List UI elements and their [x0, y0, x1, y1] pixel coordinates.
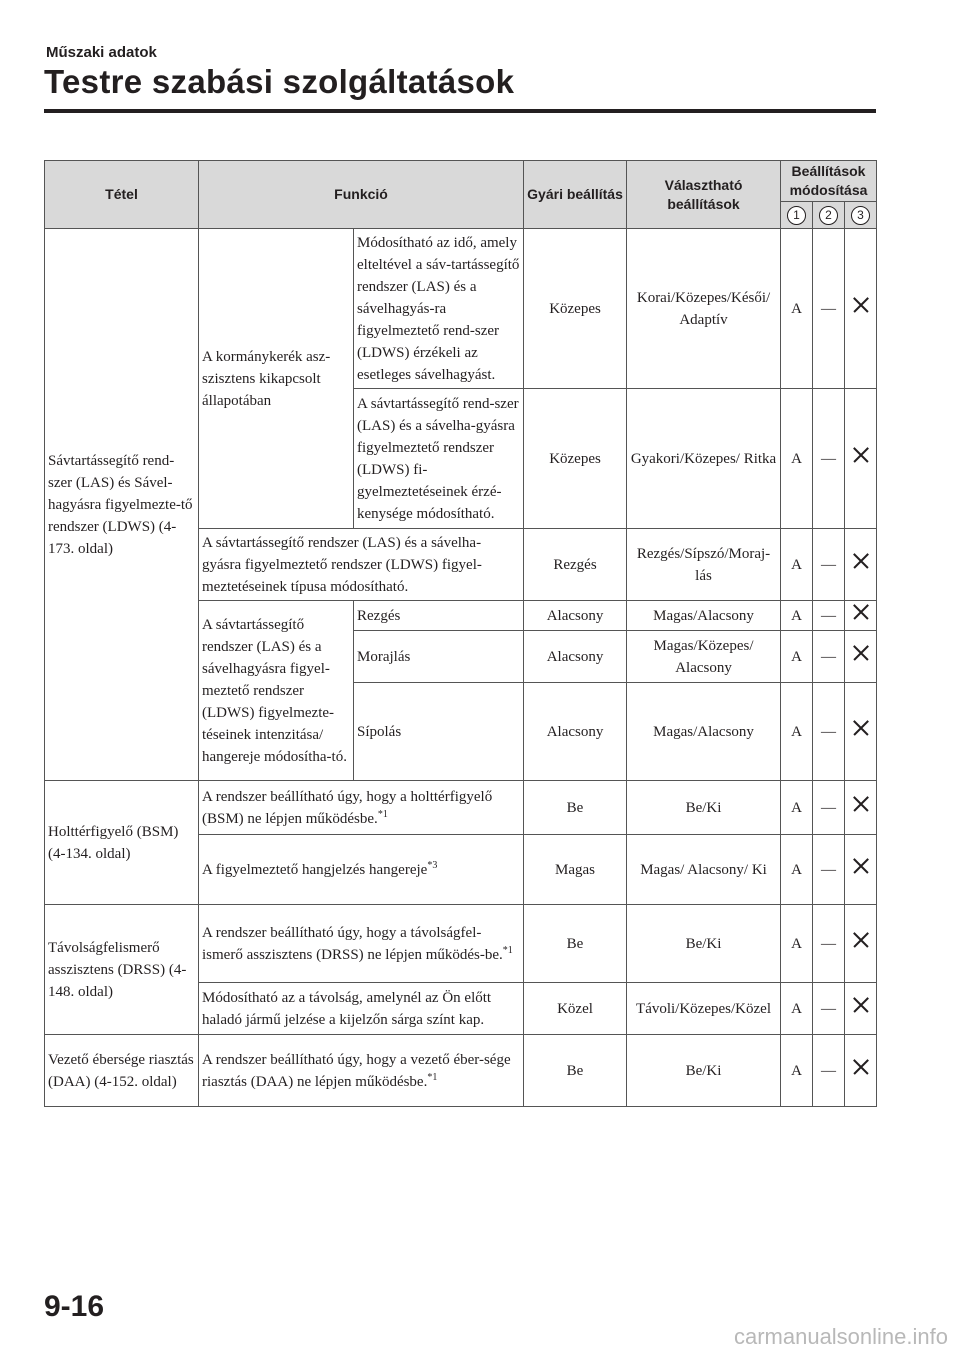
method-3-cell — [845, 683, 877, 781]
header-selectable: Választható beállítások — [627, 161, 781, 229]
footnote-mark: *1 — [502, 944, 513, 956]
header-item: Tétel — [45, 161, 199, 229]
options-cell: Távoli/Közepes/Közel — [627, 983, 781, 1035]
method-1-cell: A — [781, 529, 813, 601]
method-1-cell: A — [781, 389, 813, 529]
options-cell: Be/Ki — [627, 781, 781, 835]
cross-icon — [852, 931, 870, 949]
item-cell: Sávtartássegítő rend-szer (LAS) és Sável-hagyásra figyelmezte-tő rendszer (LDWS) (4-173. oldal) — [45, 229, 199, 781]
factory-cell: Be — [524, 905, 627, 983]
subitem-cell: A kormánykerék asz-szisztens kikapcsolt állapotában — [199, 229, 354, 529]
page-title: Testre szabási szolgáltatások — [44, 63, 515, 100]
function-cell: Módosítható az idő, amely elteltével a sáv-tartássegítő rendszer (LAS) és a sávelhagyás-ra figyelmeztető rend-szer (LDWS) érzékeli az esetleges sávelhagyást. — [354, 229, 524, 389]
method-1-cell: A — [781, 781, 813, 835]
function-cell — [199, 1035, 524, 1107]
function-cell — [199, 781, 524, 835]
method-2-cell: — — [813, 1035, 845, 1107]
options-cell: Korai/Közepes/Késői/ Adaptív — [627, 229, 781, 389]
method-1-cell: A — [781, 905, 813, 983]
function-text: A figyelmeztető hangjelzés hangereje — [202, 861, 428, 878]
factory-cell: Alacsony — [524, 631, 627, 683]
method-1-cell: A — [781, 983, 813, 1035]
header-row — [45, 161, 877, 202]
function-cell: Módosítható az a távolság, amelynél az Ön előtt haladó jármű jelzése a kijelzőn sárga színt kap. — [199, 983, 524, 1035]
factory-cell: Közepes — [524, 389, 627, 529]
function-cell: Rezgés — [354, 601, 524, 631]
options-cell: Magas/ Alacsony/ Ki — [627, 835, 781, 905]
header-factory: Gyári beállítás — [524, 161, 627, 229]
method-2-cell: — — [813, 229, 845, 389]
cross-icon — [852, 1058, 870, 1076]
function-cell: Morajlás — [354, 631, 524, 683]
options-cell: Be/Ki — [627, 1035, 781, 1107]
table-row — [45, 905, 877, 983]
item-cell: Vezető ébersége riasztás (DAA) (4-152. oldal) — [45, 1035, 199, 1107]
options-cell: Magas/Alacsony — [627, 683, 781, 781]
item-cell: Távolságfelismerő asszisztens (DRSS) (4-148. oldal) — [45, 905, 199, 1035]
function-text: A rendszer beállítható úgy, hogy a távolságfel-ismerő asszisztens (DRSS) ne lépjen működés-be. — [202, 924, 503, 963]
function-cell: A sávtartássegítő rend-szer (LAS) és a sávelha-gyásra figyelmeztető rendszer (LDWS) fi-gyelmeztetéseinek érzé-kenysége módosítható. — [354, 389, 524, 529]
method-3-cell — [845, 781, 877, 835]
customization-table — [44, 160, 877, 1107]
method-2-cell: — — [813, 781, 845, 835]
options-cell: Be/Ki — [627, 905, 781, 983]
method-1-cell: A — [781, 601, 813, 631]
factory-cell: Közel — [524, 983, 627, 1035]
table-row — [45, 229, 877, 389]
cross-icon — [852, 857, 870, 875]
factory-cell: Be — [524, 781, 627, 835]
cross-icon — [852, 719, 870, 737]
subitem-cell: A sávtartássegítő rendszer (LAS) és a sávelhagyásra figyel-meztető rendszer (LDWS) figyelmezte-téseinek intenzitása/ hangereje módosítha-tó. — [199, 601, 354, 781]
method-2-cell: — — [813, 601, 845, 631]
function-cell — [199, 905, 524, 983]
method-1-cell: A — [781, 683, 813, 781]
method-2-cell: — — [813, 683, 845, 781]
cross-icon — [852, 603, 870, 621]
table-row — [45, 781, 877, 835]
header-method-2 — [813, 202, 845, 229]
cross-icon — [852, 795, 870, 813]
function-cell: A sávtartássegítő rendszer (LAS) és a sávelha-gyásra figyelmeztető rendszer (LDWS) figyel-meztetéseinek típusa módosítható. — [199, 529, 524, 601]
header-modify: Beállítások módosítása — [781, 161, 877, 202]
section-label: Műszaki adatok — [46, 44, 157, 61]
factory-cell: Rezgés — [524, 529, 627, 601]
method-3-cell — [845, 983, 877, 1035]
function-cell: Sípolás — [354, 683, 524, 781]
cross-icon — [852, 296, 870, 314]
header-method-1 — [781, 202, 813, 229]
footnote-mark: *3 — [427, 859, 438, 871]
watermark: carmanualsonline.info — [733, 1324, 948, 1349]
method-2-cell: — — [813, 631, 845, 683]
options-cell: Rezgés/Sípszó/Moraj-lás — [627, 529, 781, 601]
method-1-cell: A — [781, 229, 813, 389]
table-row — [45, 1035, 877, 1107]
cross-icon — [852, 446, 870, 464]
options-cell: Gyakori/Közepes/ Ritka — [627, 389, 781, 529]
function-cell — [199, 835, 524, 905]
factory-cell: Be — [524, 1035, 627, 1107]
method-3-cell — [845, 229, 877, 389]
method-2-cell: — — [813, 983, 845, 1035]
factory-cell: Alacsony — [524, 601, 627, 631]
method-1-cell: A — [781, 1035, 813, 1107]
method-3-cell — [845, 529, 877, 601]
cross-icon — [852, 644, 870, 662]
header-method-3 — [845, 202, 877, 229]
circled-number-icon: 2 — [819, 206, 838, 225]
footnote-mark: *1 — [427, 1071, 438, 1083]
method-2-cell: — — [813, 905, 845, 983]
method-3-cell — [845, 905, 877, 983]
factory-cell: Magas — [524, 835, 627, 905]
method-3-cell — [845, 601, 877, 631]
header-function: Funkció — [199, 161, 524, 229]
footnote-mark: *1 — [377, 808, 388, 820]
cross-icon — [852, 552, 870, 570]
method-2-cell: — — [813, 529, 845, 601]
factory-cell: Alacsony — [524, 683, 627, 781]
method-3-cell — [845, 835, 877, 905]
method-3-cell — [845, 389, 877, 529]
function-text: A rendszer beállítható úgy, hogy a vezető éber-sége riasztás (DAA) ne lépjen működésbe. — [202, 1051, 511, 1090]
options-cell: Magas/Közepes/ Alacsony — [627, 631, 781, 683]
circled-number-icon: 1 — [787, 206, 806, 225]
method-2-cell: — — [813, 389, 845, 529]
options-cell: Magas/Alacsony — [627, 601, 781, 631]
method-3-cell — [845, 1035, 877, 1107]
page-number: 9-16 — [44, 1290, 105, 1323]
factory-cell: Közepes — [524, 229, 627, 389]
method-1-cell: A — [781, 835, 813, 905]
title-rule — [44, 109, 876, 113]
method-3-cell — [845, 631, 877, 683]
function-text: A rendszer beállítható úgy, hogy a holttérfigyelő (BSM) ne lépjen működésbe. — [202, 788, 493, 827]
method-1-cell: A — [781, 631, 813, 683]
cross-icon — [852, 996, 870, 1014]
item-cell: Holttérfigyelő (BSM) (4-134. oldal) — [45, 781, 199, 905]
method-2-cell: — — [813, 835, 845, 905]
circled-number-icon: 3 — [851, 206, 870, 225]
